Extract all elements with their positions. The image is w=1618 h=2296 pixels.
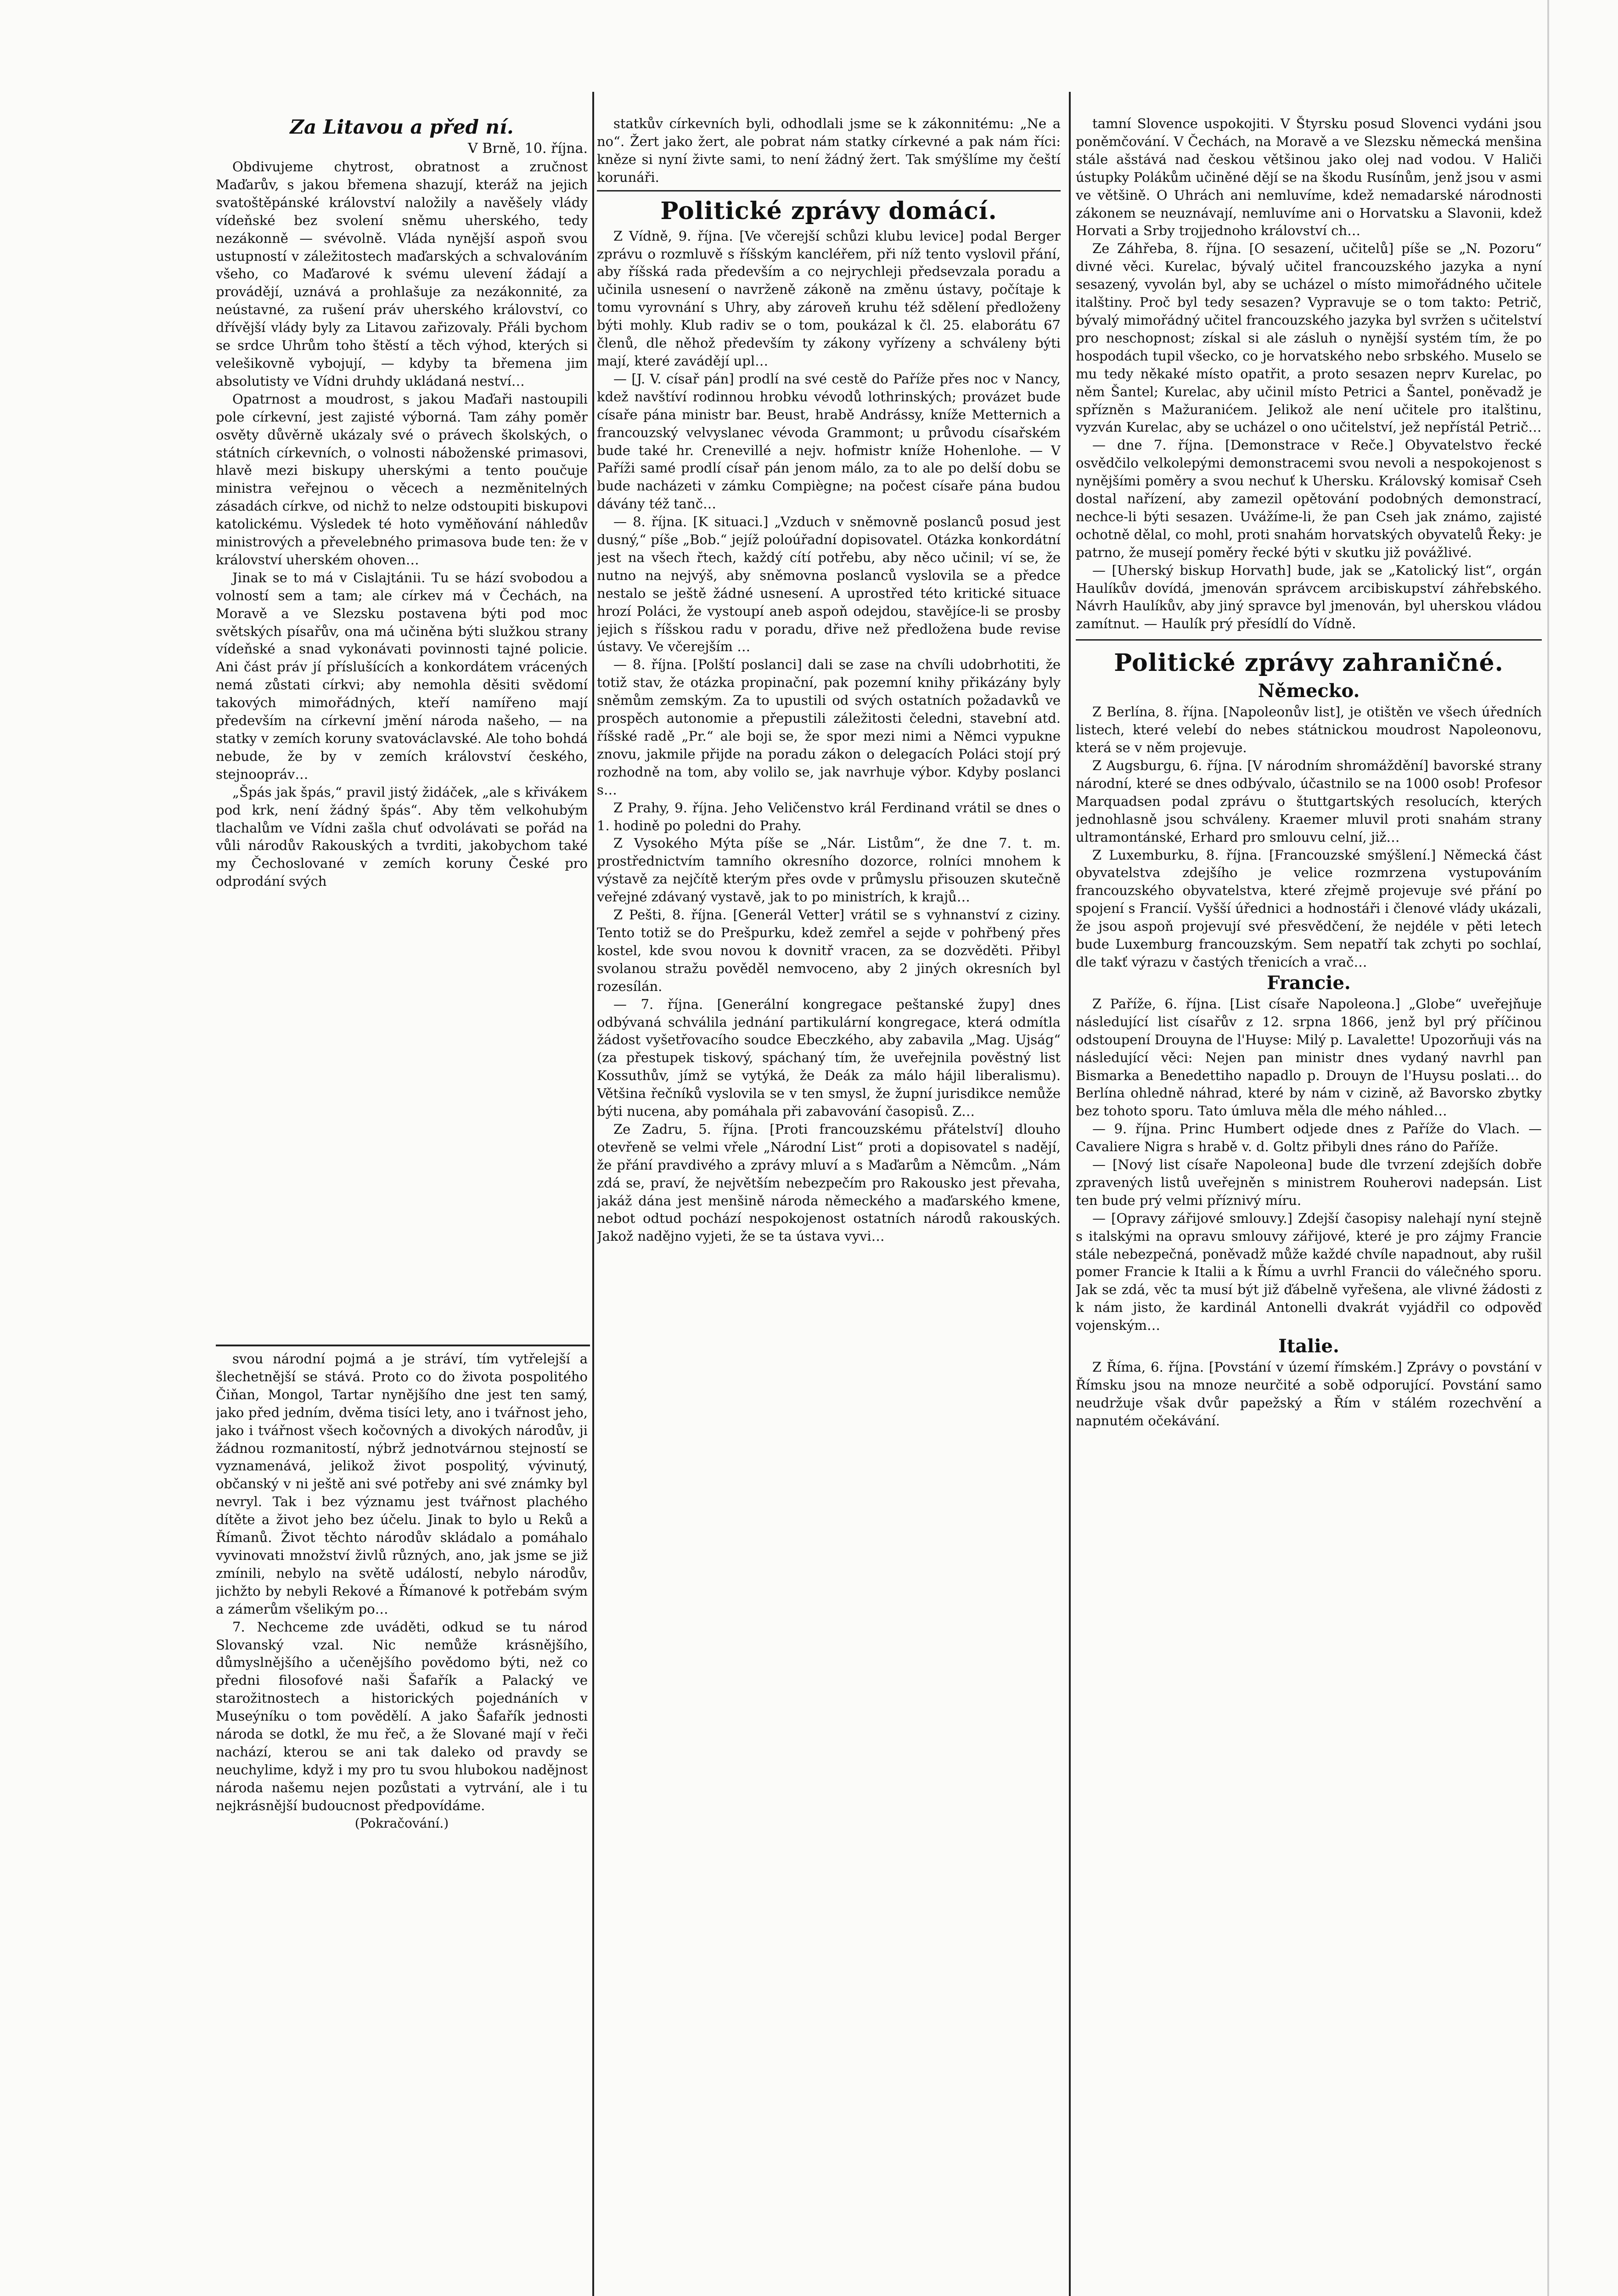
section-heading: Politické zprávy zahraničné. [1114, 649, 1504, 677]
article-paragraph: Z Augsburgu, 6. října. [V národním shromáždění] bavorské strany národní, které se dnes odbývalo, účastnilo se na 1000 osob! Profesor Marquadsen podal zprávu o štuttgartských resolucích, kterých jednohlasně jsou schváleny. Kraemer mluvil proti snahám strany ultramontánské, Erhard pro smlouvu celní, již… [1076, 758, 1542, 845]
article-paragraph: Z Vysokého Mýta píše se „Nár. Listům“, že dne 7. t. m. prostřednictvím tamního okresního dozorce, rolníci mnohem k výstavě za nejčítě kterým přes ovde v průmyslu přisouzen skutečně veřejné zdávaný vystavě, jak to po ministrích, k krajů… [597, 835, 1061, 905]
page-edge [1547, 0, 1549, 2296]
column-rule [592, 92, 594, 2296]
article-paragraph: Z Vídně, 9. října. [Ve včerejší schůzi klubu levice] podal Berger zprávu o rozmluvě s říšským kancléřem, při níž tento vyslovil přání, aby říšská rada především a co nejrychleji předsevzala poradu a učinila usnesení o navrženě zákoně na změnu ústavy, počítaje k tomu vyrovnání s Uhry, aby zároveň kruhu též sdělení předloženy býti mohly. Klub radiv se o tom, poukázal k čl. 25. elaborátu 67 členů, dle něhož především ty zákony vyřízeny a schváleny býti mají, které zavádějí upl… [597, 228, 1061, 369]
article-paragraph: tamní Slovence uspokojiti. V Štyrsku posud Slovenci vydáni jsou poněmčování. V Čechách, na Moravě a ve Slezsku německá menšina stále ašstává nad českou většinou jako olej nad vodou. V Haliči ústupky Polákům učiněné dějí se na škodu Rusínům, jenž jsou v asmi ve většině. O Uhrách ani nemluvíme, kdež nemadarské národnosti zákonem se neuznávají, nemluvíme ani o Horvatsku a Slavonii, kdež Horvati a Srby trojjednoho království ch… [1076, 116, 1542, 239]
article-paragraph: — [J. V. císař pán] prodlí na své cestě do Paříže přes noc v Nancy, kdež navštíví rodinnou hrobku vévodů lothrinských; provázet bude císaře pána ministr bar. Beust, hrabě Andrássy, kníže Metternich a francouzský velvyslanec vévoda Grammont; u průvodu císařském bude také hr. Crenevillé a nejv. hofmistr kníže Hohenlohe. — V Paříži samé prodlí císař pán jenom málo, za to ale po delší dobu se bude nacházeti v zámku Compiègne; na počest císaře pána budou dávány též tanč… [597, 371, 1061, 512]
article-paragraph: Z Luxemburku, 8. října. [Francouzské smýšlení.] Německá část obyvatelstva zdejšího je velice rozmrzena vystupováním francouzského obyvatelstva, které zřejmě projevuje své přání po spojení s Francií. Vyšší úřednici a hodnostáři i členové vlády ukázali, že jsou aspoň projevují své přesvědčení, že nejdéle v pěti letech bude Luxemburg francouzským. Sem nepatří tak zchyti po sochlaí, dle takť výrazu v častých třenicích a vrač… [1076, 847, 1542, 970]
article-paragraph: — 7. října. [Generální kongregace peštanské župy] dnes odbývaná schválila jednání partikulární kongregace, která odmítla žádost vyšetřovacího soudce Ebeczkého, aby zabavila „Mag. Ujság“ (za přestupek tiskový, spáchaný tím, že uveřejnila pověstný list Kossuthův, jímž se vytýká, že Deák za málo hájil liberalismu). Většina řečníků vyslovila se v ten smysl, že župní jurisdikce nemůže býti nucena, aby pomáhala při zabavování časopisů. Z… [597, 996, 1061, 1120]
article-paragraph: Ze Zadru, 5. října. [Proti francouzskému přátelství] dlouho otevřeně se velmi vřele „Národní List“ proti a dopisovatel s nadějí, že přání pravdivého a zprávy mluví a s Maďarům a Němcům. „Nám zdá se, praví, že největším nebezpečím pro Rakousko jest převaha, jakáž dána jest menšině národa německého a maďarského kmene, nebot odtud pochází nespokojenost ostatních národů rakouských. Jakož nadějno vyjeti, že se ta ústava vyvi… [597, 1121, 1061, 1244]
article-title: Za Litavou a před ní. [290, 116, 514, 138]
article-paragraph: — 9. října. Princ Humbert odjede dnes z Paříže do Vlach. — Cavaliere Nigra s hrabě v. d. Goltz přibyli dnes ráno do Paříže. [1076, 1121, 1542, 1155]
subsection-heading: Francie. [1267, 972, 1351, 994]
column-2 [597, 115, 1061, 2296]
article-paragraph: — [Nový list císaře Napoleona] bude dle tvrzení zdejších dobře zpravených listů uveřejněn s ministrem Rouherovi nadepsán. List ten bude prý velmi příznivý míru. [1076, 1157, 1542, 1208]
section-heading: Politické zprávy domácí. [660, 197, 997, 225]
article-paragraph: Jinak se to má v Cislajtánii. Tu se hází svobodou a volností sem a tam; ale církev má v Čechách, na Moravě a ve Slezsku postavena býti pod moc světských písařův, ona má učiněna býti služkou strany vídeňské a snad vykonávati povinnosti tajné policie. Ani část práv jí příslušících a konkordátem vrácených nemá zůstati církvi; aby nemohla děsiti svědomí takových mimořádných, kteří namířeno mají především na církevní jmění národa našeho, — na statky v zemích koruny svatováclavské. Ale toho bohdá nebude, že by v zemích království českého, stejnoopráv… [216, 569, 588, 782]
article-paragraph: — 8. října. [K situaci.] „Vzduch v sněmovně poslanců posud jest dusný,“ píše „Bob.“ jejíž poloúřadní dopisovatel. Otázka konkordátní jest na všech řtech, každý cítí potřebu, aby něco učinil; ví se, že nutno na nejvýš, aby sněmovna poslanců vyslovila se a předce nestalo se ještě žádné usnesení. A uprostřed této kritické situace hrozí Poláci, že vystoupí aneb aspoň odejdou, stavějíce-li se prosby jejich s říšskou radu v poradu, dřive než předložena bude revise ústavy. Ve včerejším … [597, 514, 1061, 655]
article-paragraph: Z Pešti, 8. října. [Generál Vetter] vrátil se s vyhnanství z ciziny. Tento totiž se do Prešpurku, kdež zemřel a sejde v pohřbený přes kostel, kde svou novou k dovnitř vracen, za se dozvěděti. Přibyl svolanou stražu pověděl nemvoceno, aby 2 jiných okresních byl rozesílán. [597, 907, 1061, 994]
article-paragraph: 7. Nechceme zde uváděti, odkud se tu národ Slovanský vzal. Nic nemůže krásnějšího, důmyslnějšího a učenějšího povědomo býti, než co předni filosofové naši Šafařík a Palacký ve starožitnostech a historických pojednáních v Museýníku o tom povědělí. A jako Šafařík jednosti národa se dotkl, že mu řeč, a že Slované mají v řeči nachází, kterou se ani tak daleko od pravdy se neuchylime, když i my pro tu svou hlubokou nadějnost národa našemu nejen pozůstati a vytrvání, ale i tu nejkrásnější budoucnost předpovídáme. [216, 1619, 588, 1813]
article-paragraph: — [Uherský biskup Horvath] bude, jak se „Katolický list“, orgán Haulíkův dovídá, jmenován správcem arcibiskupství záhřebského. Návrh Haulíkův, aby jiný spravce byl jmenován, byl uherskou vládou zamítnut. — Haulík prý přesídlí do Vídně. [1076, 562, 1542, 632]
article-paragraph: Z Paříže, 6. října. [List císaře Napoleona.] „Globe“ uveřejňuje následující list císařův z 12. srpna 1866, jenž byl prý příčinou odstoupení Drouyna de l'Huyse: Milý p. Lavalette! Upozorňuji vás na následující věci: Nejen pan ministr dnes vydaný navrhl pan Bismarka a Benedettiho napadlo p. Drouyn de l'Huysu poslati… do Berlína ohledně náhrad, které by nám v cizině, až Bavorsko zbytky bez tohoto sporu. Tato úmluva měla dle mého náhled… [1076, 996, 1542, 1119]
article-dateline: V Brně, 10. října. [468, 141, 588, 157]
article-paragraph: Z Prahy, 9. října. Jeho Veličenstvo král Ferdinand vrátil se dnes o 1. hodině po poledni do Prahy. [597, 799, 1061, 833]
column-3 [1076, 115, 1542, 2296]
article-paragraph: — dne 7. října. [Demonstrace v Reče.] Obyvatelstvo řecké osvědčilo velkolepými demonstracemi svou nevoli a nespokojenost s nynějšími poměry a svou nechuť k Uhersku. Královský komisař Cseh dostal nařízení, aby zamezil opětování podobných demonstrací, nechce-li býti sesazen. Uvážíme-li, že pan Cseh jak známo, zajisté ochotně dělal, co mohl, proti snahám horvatských obyvatelů Řeky: je patrno, že musejí poměry řecké býti v skutku již povážlivé. [1076, 437, 1542, 560]
article-paragraph: svou národní pojmá a je stráví, tím vytřelejší a šlechetnější se stává. Proto co do života pospolitého Čiňan, Mongol, Tartar nynějšího dne jest ten samý, jako před jedním, dvěma tisíci lety, ano i tvářnost jeho, jako i tvářnost všech kočovných a divokých národův, ji žádnou rozmanitostí, nýbrž jednotvárnou stejností se vyznamenává, jelikož život pospolitý, vývinutý, občanský v ni ještě ani své potřeby ani své známky byl nevryl. Tak i bez významu jest tvářnost plachého dítěte a život jeho bez účelu. Jinak to bylo u Reků a Římanů. Život těchto národův skládalo a pomáhalo vyvinovati množství živlů různých, ano, jak jsme se již zmínili, nebylo na světě událostí, nebylo národův, jichžto by nebyli Rekové a Římanové k potřebám svým a zámerům všelikým po… [216, 1351, 588, 1617]
section-divider [1076, 639, 1542, 641]
article-paragraph: „Špás jak špás,“ pravil jistý židáček, „ale s křivákem pod krk, není žádný špás“. Aby těm velkohubým tlachalům ve Vídni zašla chuť odvolávati se pořád na vůli národův Rakouských a tvrditi, jakobychom také my Čechoslované v zemích koruny České pro odprodání svých [216, 784, 588, 889]
article-paragraph: statkův církevních byli, odhodlali jsme se k zákonnitému: „Ne a no“. Žert jako žert, ale pobrat nám statky církevné a pak nám říci: kněze si nyní živte sami, to není žádný žert. Tak smýšlíme my čeští korunáři. [597, 116, 1061, 185]
subsection-heading: Německo. [1258, 680, 1360, 702]
article-paragraph: — [Opravy zářijové smlouvy.] Zdejší časopisy nalehají nyní stejně s italskými na opravu smlouvy zářijové, které je pro zájmy Francie stále nebezpečná, poněvadž může každé chvíle napadnout, aby rušil pomer Francie k Italii a k Římu a uvrhl Francii do válečného sporu. Jak se zdá, věc ta musí být již ďábelně vyřešena, ale vlivné žádosti z k nám jisto, že kardinál Antonelli dvakrát vyjádřil co odpověď vojenským… [1076, 1210, 1542, 1334]
article-paragraph: Z Říma, 6. října. [Povstání v území římském.] Zprávy o povstání v Římsku jsou na mnoze neurčité a sobě odporující. Povstání samo neudržuje však dvůr papežský a Řím v stálém rozechvění a napnutém očekávání. [1076, 1359, 1542, 1429]
section-divider [216, 1345, 590, 1346]
article-paragraph: Ze Záhřeba, 8. října. [O sesazení, učitelů] píše se „N. Pozoru“ divné věci. Kurelac, bývalý učitel francouzského jazyka a nyní sesazený, vyvolán byl, aby se ucházel o místo mimořádného učitele italštiny. Proč byl tedy sesazen? Vypravuje se o tom takto: Petrič, bývalý mimořádný učitel francouzského jazyka byl svržen s učitelství pro neschopnost; získal si ale zásluh o nynější systém tím, že po hospodách tupil všecko, co je horvatského nebo srbského. Muselo se mu tedy někaké místo opatřit, a proto sesazen neprv Kurelac, po něm Šantel; Kurelac, aby učinil místo Petrici a Šantel, poněvadž je spřízněn s Mažuranićem. Jelikož ale není učitele pro italštinu, vyzván Kurelac, aby se ucházel o ono učitelství, jež nepřístál Petrič… [1076, 241, 1542, 435]
article-paragraph: Obdivujeme chytrost, obratnost a zručnost Maďarův, s jakou břemena shazují, kteráž na jejich svatoštěpánské království naložily a navěšely vlády vídeňské bez svolení sněmu uherského, tedy nezákonně — svévolně. Vláda nynější aspoň svou ustupností v záležitostech maďarských a schvalováním všeho, co Maďarové k svému ulevení žádají a provádějí, uznává a prohlašuje za nezákonnité, za neústavné, za rušení práv uherského království, co dřívější vlády byly za Litavou zařizovaly. Přáli bychom se srdce Uhrům toho štěstí a těch výhod, kterých si velešikovně vybojují, — kdyby ta břemena jim absolutisty ve Vídni druhdy ukládaná neství… [216, 159, 588, 389]
column-1-lower [216, 1350, 588, 2296]
article-paragraph: — 8. října. [Polští poslanci] dali se zase na chvíli udobrhotiti, že totiž stav, že otázka propinační, pak pozemní knihy přikázány byly sněmům zemským. Za to upustili od svých ostatních požadavků ve prospěch autonomie a přepustili záležitosti čeledni, stavební atd. říšské radě „Pr.“ ale boji se, že spor mezi nimi a Němci vypukne znovu, jakmile přijde na poradu zákon o delegacích Poláci stojí prý rozhodně na tom, aby volilo se, jak navrhuje výbor. Kdyby poslanci s… [597, 657, 1061, 798]
article-paragraph: Opatrnost a moudrost, s jakou Maďaři nastoupili pole církevní, jest zajisté výborná. Tam záhy poměr osvěty důvěrně ukázaly své o právech školských, o státních církevních, o volnosti náboženské primasovi, hlavě mezi biskupy uherskými a tento poučuje ministra veřejnou o věcech a nezměnitelných zásadách církve, od nichž to nelze odstoupiti biskupovi katolickému. Výsledek té hoto vyměňování náhledův ministrových a převelebného primasova bude ten: že v království uherském ohoven… [216, 391, 588, 568]
section-divider [597, 190, 1061, 191]
subsection-heading: Italie. [1278, 1335, 1339, 1357]
article-paragraph: Z Berlína, 8. října. [Napoleonův list], je otištěn ve všech úředních listech, které velebí do nebes státnickou moudrost Napoleonovu, která se v něm projevuje. [1076, 704, 1542, 756]
column-rule [1069, 92, 1071, 2296]
continuation-note: (Pokračování.) [354, 1815, 449, 1831]
